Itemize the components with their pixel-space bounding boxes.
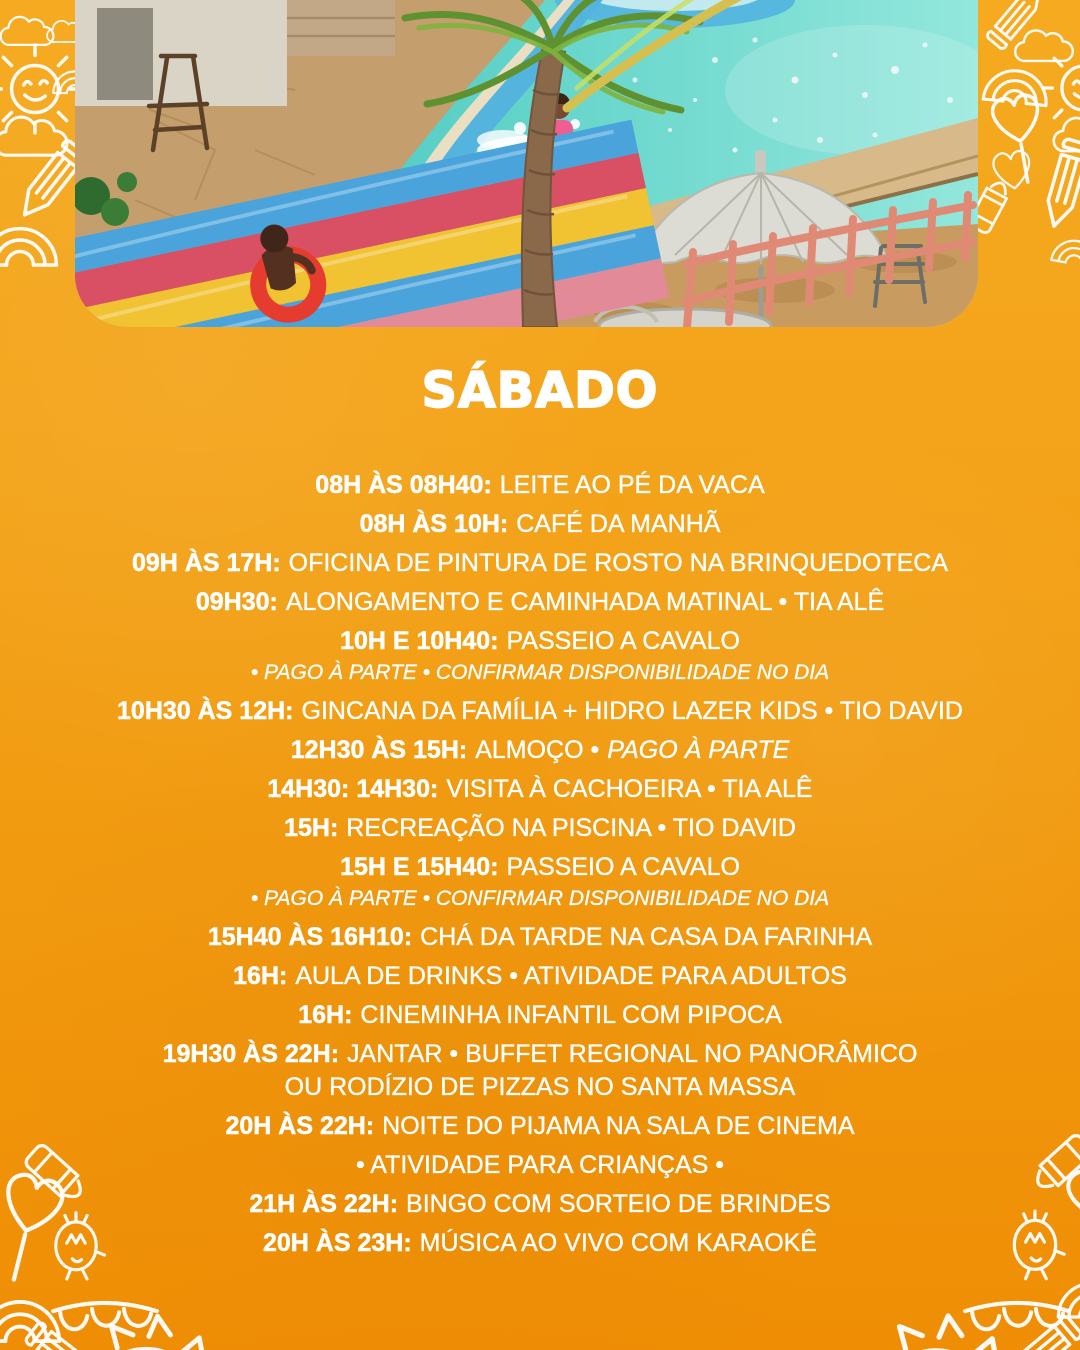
schedule-item-time: 12H30 ÀS 15H: [290,736,468,764]
schedule-item-text: CINEMINHA INFANTIL COM PIPOCA [360,1001,782,1029]
schedule-item-text: • ATIVIDADE PARA CRIANÇAS • [355,1151,725,1179]
schedule-item-time: 21H ÀS 22H: [249,1190,399,1218]
schedule-item [208,921,872,954]
schedule-item-text: VISITA À CACHOEIRA • TIA ALÊ [446,775,813,803]
schedule-item-text: ALONGAMENTO E CAMINHADA MATINAL • TIA ALÊ [285,588,885,616]
schedule-item [196,586,884,619]
schedule-item-text: RECREAÇÃO NA PISCINA • TIO DAVID [346,814,796,842]
schedule-item [233,960,847,993]
schedule-item [251,625,829,686]
schedule-item-text: OFICINA DE PINTURA DE ROSTO NA BRINQUEDOTECA [288,549,949,577]
schedule-item-text: NOITE DO PIJAMA NA SALA DE CINEMA [382,1112,855,1140]
schedule-item-time: 08H ÀS 10H: [359,510,509,538]
schedule-item-text: PASSEIO A CAVALO [506,853,740,881]
schedule-item [360,508,721,541]
schedule-item-note: • PAGO À PARTE • CONFIRMAR DISPONIBILIDADE NO DIA [250,887,830,910]
schedule-item [249,1188,830,1221]
schedule-item [298,999,782,1032]
schedule-item-time: 16H: [233,962,288,990]
schedule-item [132,547,948,580]
schedule-item [284,812,796,845]
schedule-item-text: JANTAR • BUFFET REGIONAL NO PANORÂMICO OU RODÍZIO DE PIZZAS NO SANTA MASSA [284,1040,918,1101]
schedule-item-time: 15H40 ÀS 16H10: [207,923,413,951]
schedule-item-time: 10H E 10H40: [340,627,499,655]
schedule-item-time: 15H E 15H40: [340,853,499,881]
schedule-item-text: LEITE AO PÉ DA VACA [499,471,765,499]
schedule-item-time: 09H ÀS 17H: [131,549,281,577]
schedule-item-text: AULA DE DRINKS • ATIVIDADE PARA ADULTOS [295,962,847,990]
schedule-item-time: 16H: [298,1001,353,1029]
schedule-item-text: MÚSICA AO VIVO COM KARAOKÊ [419,1229,817,1257]
schedule-item-text: GINCANA DA FAMÍLIA + HIDRO LAZER KIDS • TIO DAVID [301,697,963,725]
schedule-item [145,1038,935,1104]
schedule-item [267,773,812,806]
schedule-item-time: 14H30: 14H30: [267,775,439,803]
rainbow-doodle-icon [0,186,72,290]
schedule-item [117,695,963,728]
schedule-item [263,1227,817,1260]
schedule-item-text: BINGO COM SORTEIO DE BRINDES [406,1190,831,1218]
schedule-item-time: 20H ÀS 22H: [225,1112,375,1140]
schedule-item-time: 19H30 ÀS 22H: [162,1040,340,1068]
pool-photo [75,0,978,327]
schedule-item-text: CHÁ DA TARDE NA CASA DA FARINHA [420,923,873,951]
schedule-item-time: 15H: [284,814,339,842]
schedule-item-note: • PAGO À PARTE • CONFIRMAR DISPONIBILIDADE NO DIA [250,661,830,684]
schedule-item-text: PASSEIO A CAVALO [506,627,740,655]
schedule-item-time: 08H ÀS 08H40: [315,471,492,499]
schedule-item [315,469,764,502]
schedule-list [40,466,1040,1263]
schedule-item-time: 20H ÀS 23H: [263,1229,412,1257]
page-title: SÁBADO [421,362,659,419]
schedule-item-time: 09H30: [195,588,278,616]
schedule-item-time: 10H30 ÀS 12H: [117,697,294,725]
schedule-item [251,851,829,912]
schedule-item [225,1110,854,1143]
schedule-item [291,734,790,767]
schedule-item [356,1149,724,1182]
schedule-item-text: ALMOÇO • [475,736,600,764]
schedule-item-inline-note: PAGO À PARTE [607,736,790,764]
schedule-item-text: CAFÉ DA MANHÃ [516,510,721,538]
